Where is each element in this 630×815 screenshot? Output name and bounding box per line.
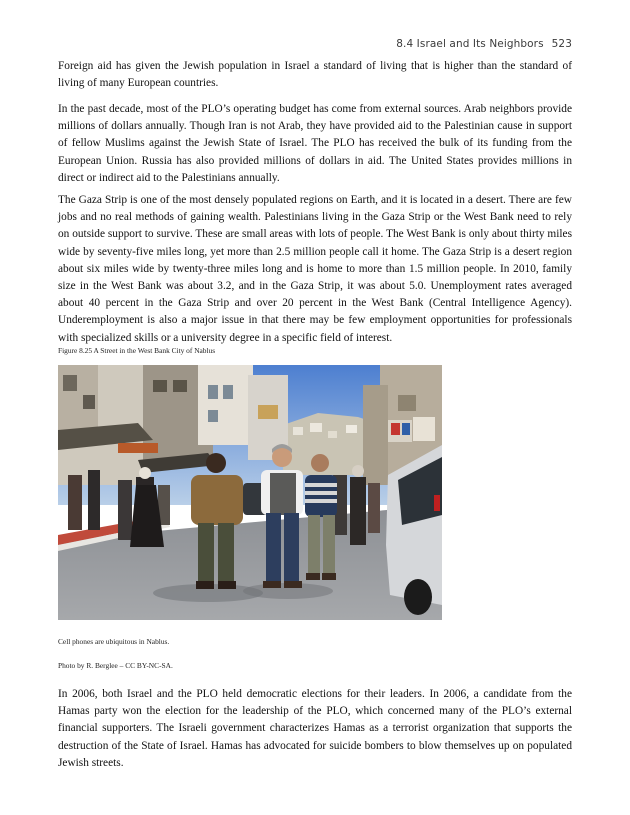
paragraph-elections: In 2006, both Israel and the PLO held democratic elections for their leaders. In 2006, a candidate from the Hamas party won the election for the leadership of the PLO, which concerned many of the PLO’s external financial supporters. The Israeli government characterizes Hamas as a terrorist organization that supports the destruction of the State of Israel. Hamas has advocated for suicide bombers to blow themselves up on populated Jewish streets. <box>58 688 572 769</box>
figure-credit: Photo by R. Berglee – CC BY-NC-SA. <box>58 661 173 670</box>
nablus-street-photo <box>58 365 442 620</box>
figure-caption: Cell phones are ubiquitous in Nablus. <box>58 637 170 646</box>
paragraph-plo-budget: In the past decade, most of the PLO’s operating budget has come from external sources. Arab neighbors provide millions of dollars annually. Though Iran is not Arab, they have provided aid to the Palestinian cause in support of fellow Muslims against the Jewish State of Israel. The PLO has received the bulk of its funding from the European Union. Russia has also provided millions of dollars in aid. The United States provides millions in direct or indirect aid to the Palestinians annually. <box>58 103 572 184</box>
page-number: 523 <box>551 38 572 50</box>
section-title: 8.4 Israel and Its Neighbors <box>396 38 544 50</box>
figure-title: Figure 8.25 A Street in the West Bank City of Nablus <box>58 346 216 355</box>
running-head <box>396 38 572 50</box>
paragraph-gaza-strip: The Gaza Strip is one of the most densely populated regions on Earth, and it is located in a desert. There are few jobs and no real methods of gaining wealth. Palestinians living in the Gaza Strip or the West Bank need to rely on outside support to survive. These are small areas with lots of people. The West Bank is only about thirty miles wide by seventy-five miles long, yet more than 2.5 million people call it home. The Gaza Strip is a desert region about six miles wide by twenty-three miles long and is home to more than 1.5 million people. In 2010, family size in the West Bank was about 3.2, and in the Gaza Strip, it was about 5.0. Unemployment rates averaged about 40 percent in the Gaza Strip and over 20 percent in the West Bank (Central Intelligence Agency). Underemployment is also a major issue in that there may be few employment opportunities for professionals with specialized skills or a university degree in a specific field of interest. <box>58 194 572 344</box>
paragraph-foreign-aid: Foreign aid has given the Jewish population in Israel a standard of living that is higher than the standard of living of many European countries. <box>58 60 572 90</box>
